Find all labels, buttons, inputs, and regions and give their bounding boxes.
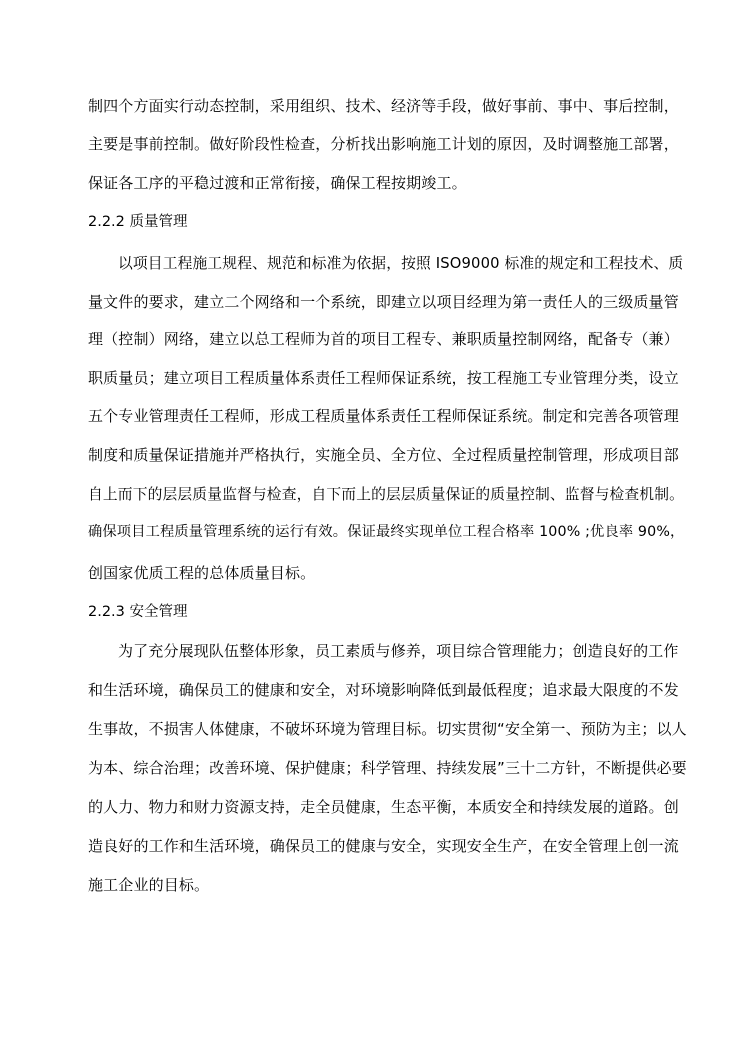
paragraph-line: 五个专业管理责任工程师，形成工程质量体系责任工程师保证系统。制定和完善各项管理 (88, 407, 679, 425)
paragraph-line: 施工企业的目标。 (88, 876, 210, 894)
paragraph-line: 主要是事前控制。做好阶段性检查，分析找出影响施工计划的原因，及时调整施工部署， (88, 135, 679, 153)
paragraph-line: 自上而下的层层质量监督与检查，自下而上的层层质量保证的质量控制、监督与检查机制。 (88, 486, 684, 503)
paragraph-line: 量文件的要求，建立二个网络和一个系统，即建立以项目经理为第一责任人的三级质量管 (88, 293, 679, 311)
paragraph-line: 为本、综合治理；改善环境、保护健康；科学管理、持续发展”三十二方针，不断提供必要 (88, 759, 687, 777)
section-heading-quality: 2.2.2 质量管理 (88, 214, 188, 230)
paragraph-line: 以项目工程施工规程、规范和标准为依据，按照 ISO9000 标准的规定和工程技术、质 (118, 255, 684, 272)
paragraph-line: 生事故，不损害人体健康，不破坏环境为管理目标。切实贯彻“安全第一、预防为主；以人 (88, 720, 687, 738)
paragraph-line: 职质量员；建立项目工程质量体系责任工程师保证系统，按工程施工专业管理分类，设立 (88, 369, 679, 387)
paragraph-line: 的人力、物力和财力资源支持，走全员健康，生态平衡，本质安全和持续发展的道路。创 (88, 798, 679, 816)
paragraph-line: 为了充分展现队伍整体形象，员工素质与修养，项目综合管理能力；创造良好的工作 (118, 642, 679, 660)
section-heading-safety: 2.2.3 安全管理 (88, 604, 188, 620)
paragraph-line: 创国家优质工程的总体质量目标。 (88, 564, 316, 582)
paragraph-line: 和生活环境，确保员工的健康和安全，对环境影响降低到最低程度；追求最大限度的不发 (88, 681, 679, 699)
paragraph-line: 制四个方面实行动态控制，采用组织、技术、经济等手段，做好事前、事中、事后控制， (88, 97, 679, 115)
paragraph-line: 制度和质量保证措施并严格执行，实施全员、全方位、全过程质量控制管理，形成项目部 (88, 446, 679, 464)
paragraph-line: 确保项目工程质量管理系统的运行有效。保证最终实现单位工程合格率 100% ;优良率 90%， (88, 524, 685, 540)
paragraph-line: 造良好的工作和生活环境，确保员工的健康与安全，实现安全生产，在安全管理上创一流 (88, 837, 679, 855)
paragraph-line: 保证各工序的平稳过渡和正常衔接，确保工程按期竣工。 (88, 174, 467, 192)
paragraph-line: 理（控制）网络，建立以总工程师为首的项目工程专、兼职质量控制网络，配备专（兼） (88, 330, 679, 348)
